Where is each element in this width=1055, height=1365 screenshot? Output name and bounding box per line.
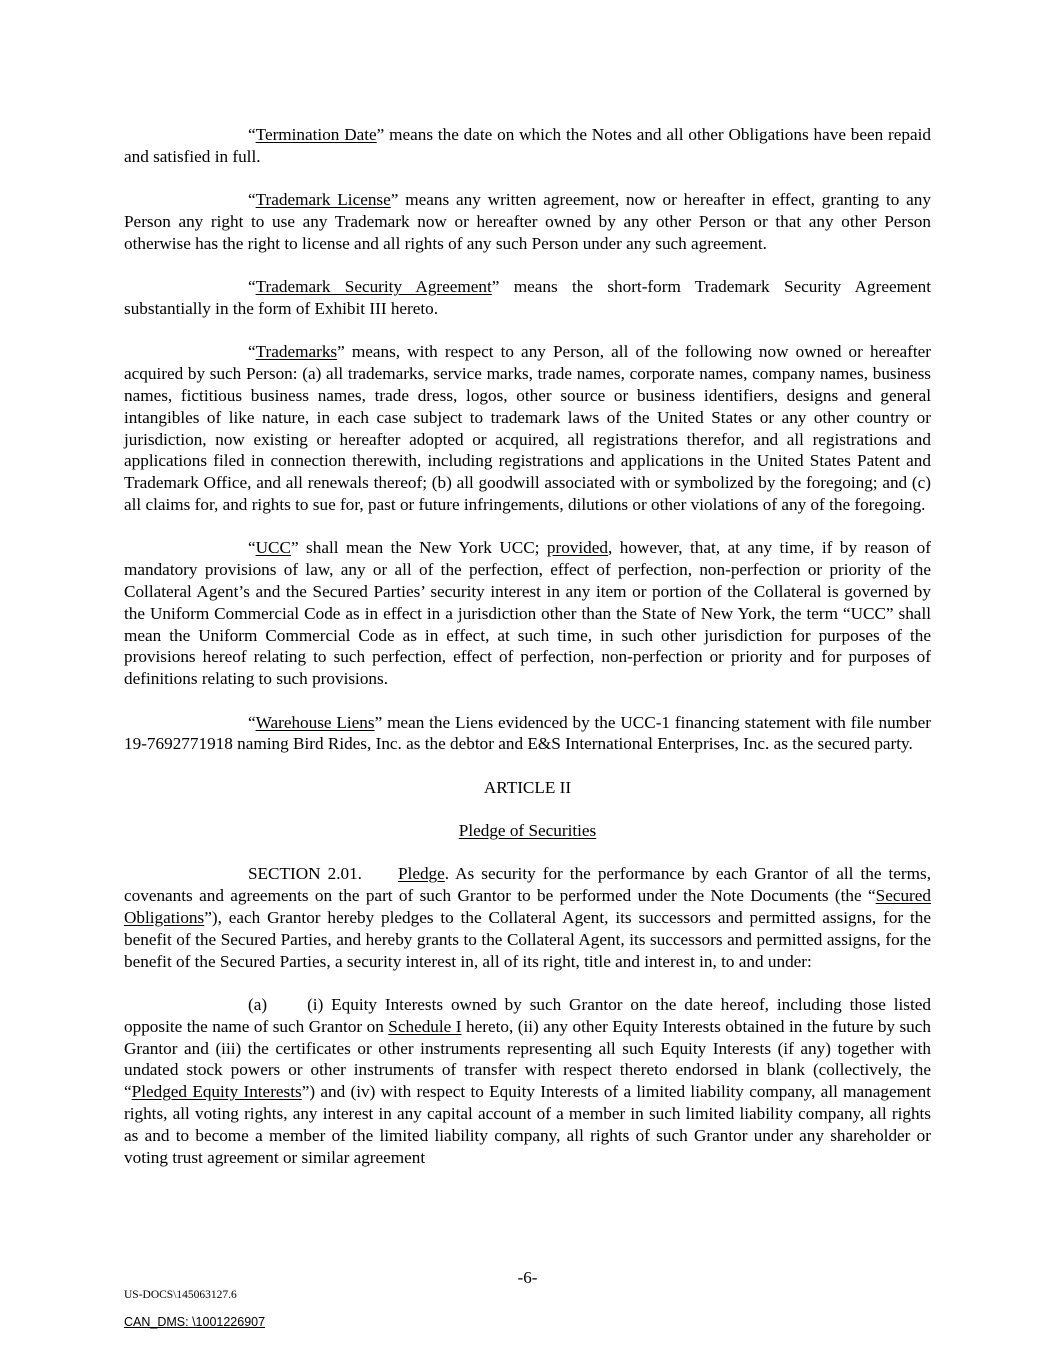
document-id: US-DOCS\145063127.6 xyxy=(124,1289,237,1301)
defined-term: Pledged Equity Interests xyxy=(131,1082,302,1102)
defined-term: Warehouse Liens xyxy=(255,712,375,732)
defined-term: Secured Obligations xyxy=(124,886,931,928)
section-2-01: SECTION 2.01. Pledge. As security for the performance by each Grantor of all the terms, covenants and agreements on the part of such Grantor to be performed under the Note Documents (the “Secured Obligations”), each Grantor hereby pledges to the Collateral Agent, its successors and permitted assigns, for the benefit of the Secured Parties, and hereby grants to the Collateral Agent, its successors and permitted assigns, for the benefit of the Secured Parties, a security interest in, all of its right, title and interest in, to and under: xyxy=(124,864,931,971)
definition-ucc: “UCC” shall mean the New York UCC; provided, however, that, at any time, if by reason of mandatory provisions of law, any or all of the perfection, effect of perfection, non-perfection or priority of the Collateral Agent’s and the Secured Parties’ security interest in any item or portion of the Collateral is governed by the Uniform Commercial Code as in effect in a jurisdiction other than the State of New York, the term “UCC” shall mean the Uniform Commercial Code as in effect, at such time, in such other jurisdiction for purposes of the provisions hereof relating to such perfection, effect of perfection, non-perfection or priority and for purposes of definitions relating to such provisions. xyxy=(124,538,932,689)
defined-term: Trademark License xyxy=(255,190,391,210)
dms-id: CAN_DMS: \1001226907 xyxy=(124,1315,266,1329)
defined-term: Trademarks xyxy=(255,342,338,362)
definition-termination-date: “Termination Date” means the date on which the Notes and all other Obligations have been repaid and satisfied in full. xyxy=(124,125,931,166)
definition-trademark-security-agreement: “Trademark Security Agreement” means the short-form Trademark Security Agreement substantially in the form of Exhibit III hereto. xyxy=(124,277,931,318)
definition-trademark-license: “Trademark License” means any written agreement, now or hereafter in effect, granting to any Person any right to use any Trademark now or hereafter owned by any other Person or that any other Person otherwise has the right to license and all rights of any such Person under any such agreement. xyxy=(124,190,931,253)
section-caption: Pledge xyxy=(397,864,445,884)
clause-a: (a) (i) Equity Interests owned by such Grantor on the date hereof, including those listed opposite the name of such Grantor on Schedule I hereto, (ii) any other Equity Interests obtained in the future by such Grantor and (iii) the certificates or other instruments representing all such Equity Interests (if any) together with undated stock powers or other instruments of transfer with respect thereto endorsed in blank (collectively, the “Pledged Equity Interests”) and (iv) with respect to Equity Interests of a limited liability company, all management rights, all voting rights, any interest in any capital account of a member in such limited liability company, all rights as and to become a member of the limited liability company, all rights of such Grantor under any shareholder or voting trust agreement or similar agreement xyxy=(124,995,931,1167)
document-body xyxy=(124,124,931,1190)
page-number: -6- xyxy=(517,1268,538,1287)
clause-label: (a) xyxy=(248,995,268,1015)
section-number: SECTION 2.01. xyxy=(248,864,362,884)
definition-trademarks: “Trademarks” means, with respect to any Person, all of the following now owned or hereafter acquired by such Person: (a) all trademarks, service marks, trade names, corporate names, company names, business names, fictitious business names, trade dress, logos, other source or business identifiers, designs and general intangibles of like nature, in each case subject to trademark laws of the United States or any other country or jurisdiction, now existing or hereafter adopted or acquired, all registrations therefor, and all registrations and applications filed in connection therewith, including registrations and applications in the United States Patent and Trademark Office, and all renewals thereof; (b) all goodwill associated with or symbolized by the foregoing; and (c) all claims for, and rights to sue for, past or future infringements, dilutions or other violations of any of the foregoing. xyxy=(124,342,931,514)
article-title-text: Pledge of Securities xyxy=(458,821,597,841)
defined-term: Termination Date xyxy=(255,125,377,144)
proviso-term: provided xyxy=(546,538,608,558)
defined-term: UCC xyxy=(255,538,291,558)
article-heading: ARTICLE II xyxy=(483,777,572,797)
defined-term: Trademark Security Agreement xyxy=(255,277,492,297)
definition-warehouse-liens: “Warehouse Liens” mean the Liens evidenced by the UCC-1 financing statement with file number 19-7692771918 naming Bird Rides, Inc. as the debtor and E&S International Enterprises, Inc. as the secured party. xyxy=(124,712,931,754)
article-title xyxy=(124,820,931,842)
schedule-reference: Schedule I xyxy=(388,1016,462,1036)
